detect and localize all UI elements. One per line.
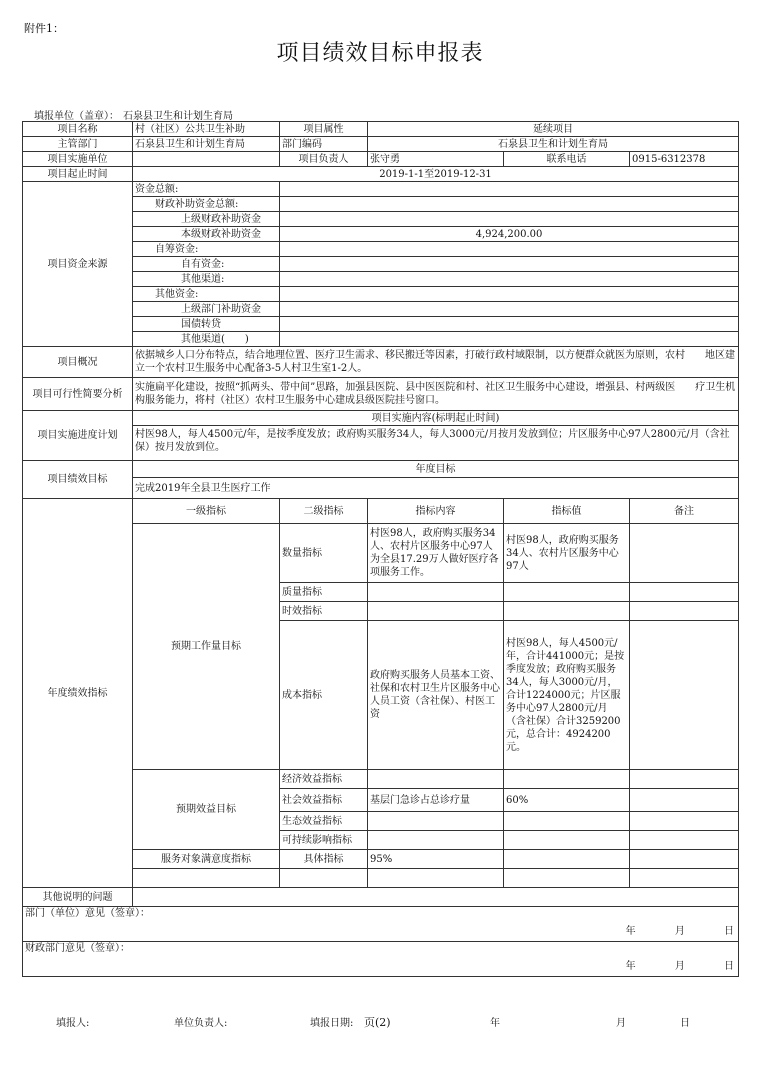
funds-row-label: 资金总额: [133,182,280,197]
leader-label: 项目负责人 [280,152,368,167]
indicators-section-label: 年度绩效指标 [23,499,133,888]
funds-row-value [280,257,739,272]
funds-section-label: 项目资金来源 [23,182,133,347]
funds-row-label: 其他渠道: [133,272,280,287]
dept-value: 石泉县卫生和计划生育局 [133,137,280,152]
funds-row-value [280,242,739,257]
quality-value [504,583,630,602]
footer-date: 填报日期: [310,1018,354,1029]
phone-label: 联系电话 [504,152,630,167]
ecological-value [504,812,630,831]
timeliness-content [368,602,504,621]
schedule-header: 项目实施内容(标明起止时间) [133,411,739,426]
funds-row-value [280,287,739,302]
project-name-label: 项目名称 [23,122,133,137]
finance-opinion-date [626,960,734,973]
footer-unit-leader: 单位负责人: [174,1018,228,1029]
attachment-label: 附件1： [24,22,64,35]
footer-day: 日 [680,1018,690,1029]
ecological-label: 生态效益指标 [280,812,368,831]
schedule-text: 村医98人，每人4500元/年，是按季度发放；政府购买服务34人，每人3000元/月按月发放到位；片区服务中心97人2800元/月（含社保）按月发放到位。 [133,426,739,461]
quality-content [368,583,504,602]
funds-row-value: 4,924,200.00 [280,227,739,242]
dept-opinion-month: 月 [674,926,685,937]
impl-unit-value [133,152,280,167]
dept-code-value: 石泉县卫生和计划生育局 [368,137,739,152]
satisfaction-label: 服务对象满意度指标 [133,850,280,869]
dept-opinion [23,907,739,942]
dept-opinion-date [626,925,734,938]
finance-opinion [23,942,739,977]
social-value: 60% [504,789,630,812]
filling-unit [34,107,237,122]
funds-row-label: 上级部门补助资金 [133,302,280,317]
group-workload-label: 预期工作量目标 [133,524,280,770]
schedule-label: 项目实施进度计划 [23,411,133,461]
quality-note [630,583,739,602]
empty-cell [630,869,739,888]
performance-form-table [22,121,739,977]
ecological-note [630,812,739,831]
header-note: 备注 [630,499,739,524]
goal-label: 项目绩效目标 [23,461,133,499]
quantity-note [630,524,739,583]
dept-label: 主管部门 [23,137,133,152]
quality-label: 质量指标 [280,583,368,602]
finance-opinion-year: 年 [625,961,636,972]
project-attr-value: 延续项目 [368,122,739,137]
satisfaction-sub: 具体指标 [280,850,368,869]
other-value [133,888,739,907]
quantity-content: 村医98人，政府购买服务34人、农村片区服务中心97人为全县17.29万人做好医疗各项服务工作。 [368,524,504,583]
funds-row-value [280,197,739,212]
funds-row-value [280,302,739,317]
cost-content: 政府购买服务人员基本工资、社保和农村卫生片区服务中心人员工资（含社保）、村医工资 [368,621,504,770]
group-benefit-label: 预期效益目标 [133,770,280,850]
feasibility-text: 实施扁平化建设，按照“抓两头、带中间”思路，加强县医院、县中医医院和村、社区卫生服务中心建设，增强县、村两级医 疗卫生机构服务能力，将村（社区）农村卫生服务中心建成县级医院挂号窗口。 [133,378,739,411]
timeliness-label: 时效指标 [280,602,368,621]
dept-code-label: 部门编码 [280,137,368,152]
funds-row-label: 其他渠道( ) [133,332,280,347]
social-note [630,789,739,812]
satisfaction-extra [504,850,630,869]
satisfaction-note [630,850,739,869]
funds-row-label: 自筹资金: [133,242,280,257]
sustainable-note [630,831,739,850]
economic-value [504,770,630,789]
economic-note [630,770,739,789]
finance-opinion-day: 日 [724,961,734,972]
finance-opinion-month: 月 [674,961,685,972]
quantity-label: 数量指标 [280,524,368,583]
sustainable-value [504,831,630,850]
funds-row-label: 上级财政补助资金 [133,212,280,227]
funds-row-label: 国债转贷 [133,317,280,332]
footer-month: 月 [616,1018,626,1029]
economic-content [368,770,504,789]
page-title: 项目绩效目标申报表 [276,41,484,66]
cost-note [630,621,739,770]
filling-unit-value: 石泉县卫生和计划生育局 [123,111,233,122]
social-label: 社会效益指标 [280,789,368,812]
social-content: 基层门急诊占总诊疗量 [368,789,504,812]
timeliness-note [630,602,739,621]
cost-label: 成本指标 [280,621,368,770]
ecological-content [368,812,504,831]
footer-year: 年 [490,1018,500,1029]
dept-opinion-label: 部门（单位）意见（签章）： [25,908,150,919]
other-label: 其他说明的问题 [23,888,133,907]
header-level2: 二级指标 [280,499,368,524]
footer-page: 页(2) [364,1016,391,1029]
funds-row-value [280,212,739,227]
funds-row-label: 本级财政补助资金 [133,227,280,242]
empty-indicator-row [133,869,280,888]
empty-cell [280,869,368,888]
overview-label: 项目概况 [23,347,133,378]
project-name-value: 村（社区）公共卫生补助 [133,122,280,137]
timeliness-value [504,602,630,621]
dept-opinion-year: 年 [625,926,636,937]
leader-value: 张守勇 [368,152,504,167]
goal-text: 完成2019年全县卫生医疗工作 [133,478,739,499]
impl-unit-label: 项目实施单位 [23,152,133,167]
header-level1: 一级指标 [133,499,280,524]
funds-row-value [280,182,739,197]
satisfaction-value: 95% [368,850,504,869]
funds-row-label: 自有资金: [133,257,280,272]
quantity-value: 村医98人，政府购买服务34人、农村片区服务中心97人 [504,524,630,583]
project-attr-label: 项目属性 [280,122,368,137]
period-value: 2019-1-1至2019-12-31 [133,167,739,182]
overview-text: 依据城乡人口分布特点，结合地理位置、医疗卫生需求、移民搬迁等因素，打破行政村域限制，以方便群众就医为原则，农村 地区建立一个农村卫生服务中心配备3-5人村卫生室1-2人。 [133,347,739,378]
goal-header: 年度目标 [133,461,739,478]
funds-row-value [280,332,739,347]
economic-label: 经济效益指标 [280,770,368,789]
period-label: 项目起止时间 [23,167,133,182]
funds-row-label: 其他资金: [133,287,280,302]
funds-row-value [280,317,739,332]
header-content: 指标内容 [368,499,504,524]
funds-row-value [280,272,739,287]
phone-value: 0915-6312378 [630,152,739,167]
footer-filler: 填报人: [56,1018,90,1029]
cost-value: 村医98人，每人4500元/年，合计441000元；是按季度发放；政府购买服务34人，每人3000元/月，合计1224000元；片区服务中心97人2800元/月（含社保）合计3259200元，总合计：4924200元。 [504,621,630,770]
funds-row-label: 财政补助资金总额: [133,197,280,212]
empty-cell [368,869,504,888]
feasibility-label: 项目可行性简要分析 [23,378,133,411]
filling-unit-label: 填报单位（盖章）： [34,111,119,122]
header-value: 指标值 [504,499,630,524]
dept-opinion-day: 日 [724,926,734,937]
empty-cell [504,869,630,888]
finance-opinion-label: 财政部门意见（签章）： [25,943,130,954]
sustainable-label: 可持续影响指标 [280,831,368,850]
sustainable-content [368,831,504,850]
